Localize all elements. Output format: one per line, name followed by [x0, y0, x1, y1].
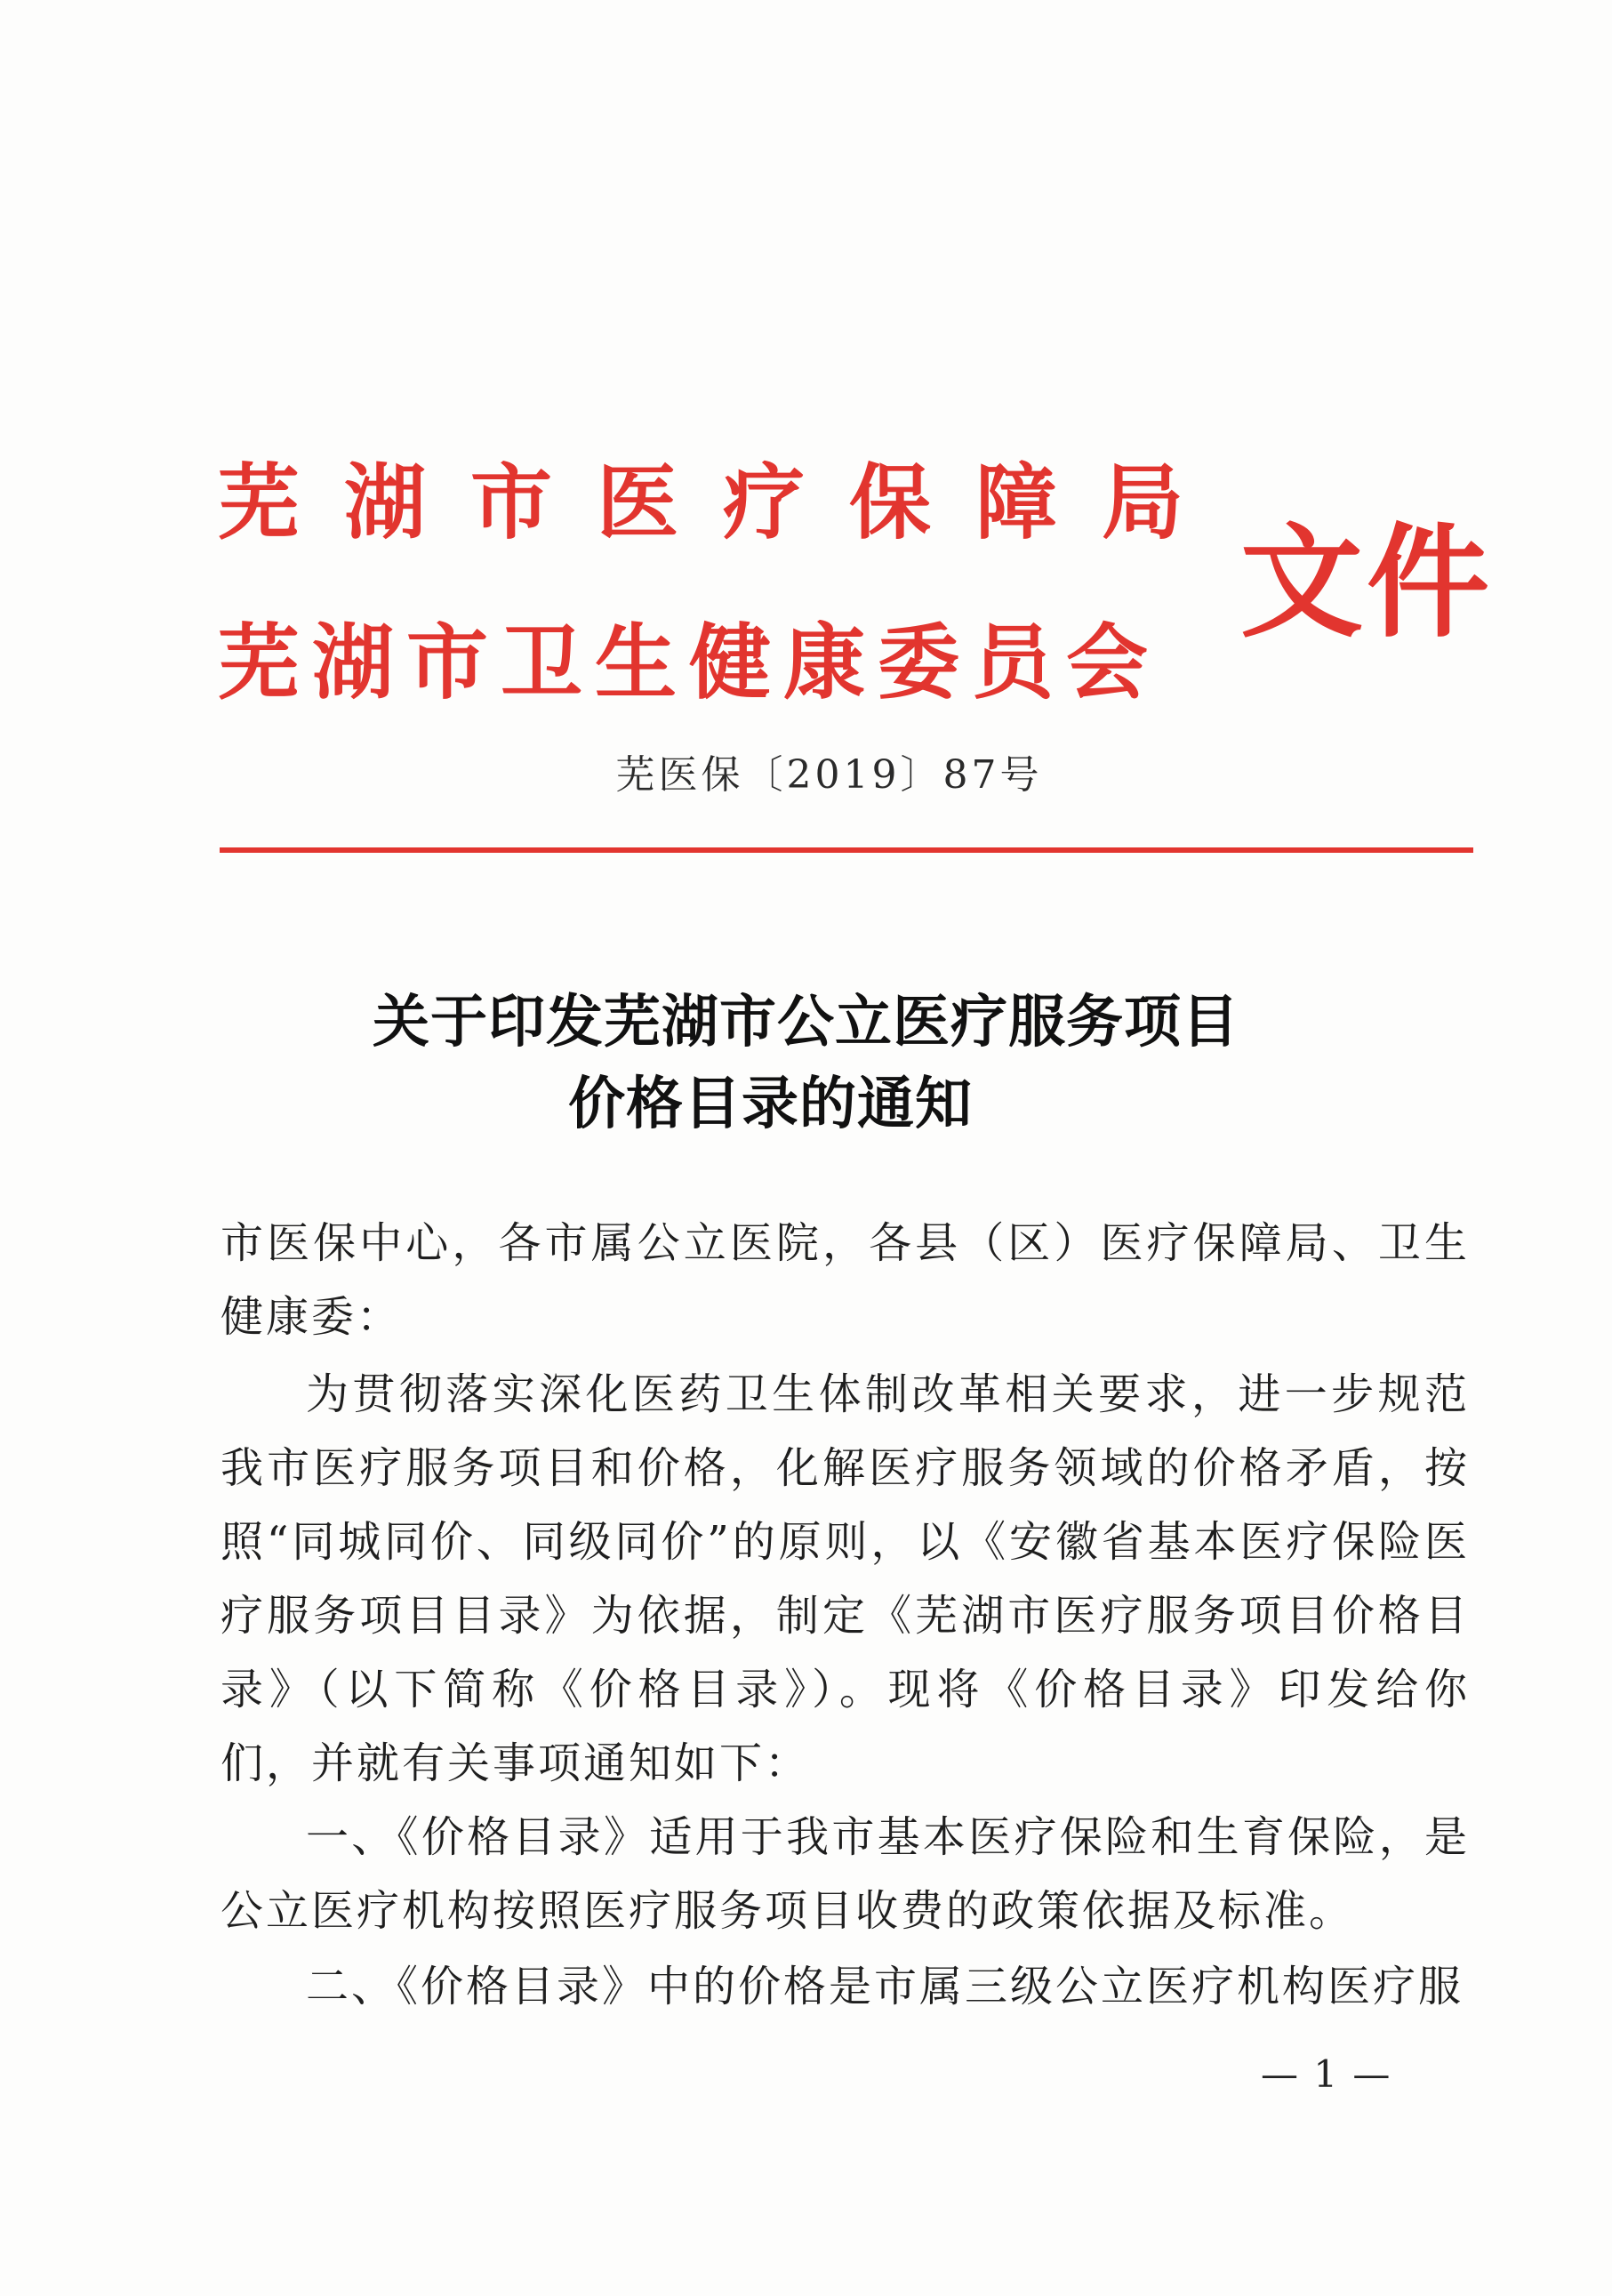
document-title-line-2: 价格目录的通知	[568, 1072, 973, 1137]
paragraph-item-2-text: 二、《价格目录》中的价格是市属三级公立医疗机构医疗服	[306, 1962, 1464, 2011]
body-paragraph-intro	[221, 1358, 1470, 1801]
issuer-health-commission: 芜湖市卫生健康委员会	[218, 614, 1161, 710]
document-number	[0, 743, 1612, 799]
document-title-line-1: 关于印发芜湖市公立医疗服务项目	[373, 990, 1239, 1056]
issuer-medical-security-bureau: 芜湖市医疗保障局	[218, 454, 1229, 550]
paragraph-intro-text: 为贯彻落实深化医药卫生体制改革相关要求，进一步规范我市医疗服务项目和价格，化解医疗服务领域的价格矛盾，按照“同城同价、同级同价”的原则，以《安徽省基本医疗保险医疗服务项目目录》为依据，制定《芜湖市医疗服务项目价格目录》（以下简称《价格目录》）。现将《价格目录》印发给你们，并就有关事项通知如下：	[221, 1369, 1470, 1788]
document-number-text: 芜医保〔2019〕87号	[615, 752, 1043, 798]
paragraph-item-1-text: 一、《价格目录》适用于我市基本医疗保险和生育保险，是公立医疗机构按照医疗服务项目收费的政策依据及标准。	[221, 1812, 1470, 1936]
document-type-label: 文件	[1240, 510, 1494, 654]
red-separator-line	[220, 847, 1473, 853]
addressee-block	[221, 1207, 1470, 1354]
body-paragraph-item-2	[221, 1950, 1470, 2024]
body-paragraph-item-1	[221, 1801, 1470, 1948]
addressee-text: 市医保中心，各市属公立医院，各县（区）医疗保障局、卫生健康委：	[221, 1218, 1470, 1342]
page-number: — 1 —	[1261, 2052, 1392, 2096]
